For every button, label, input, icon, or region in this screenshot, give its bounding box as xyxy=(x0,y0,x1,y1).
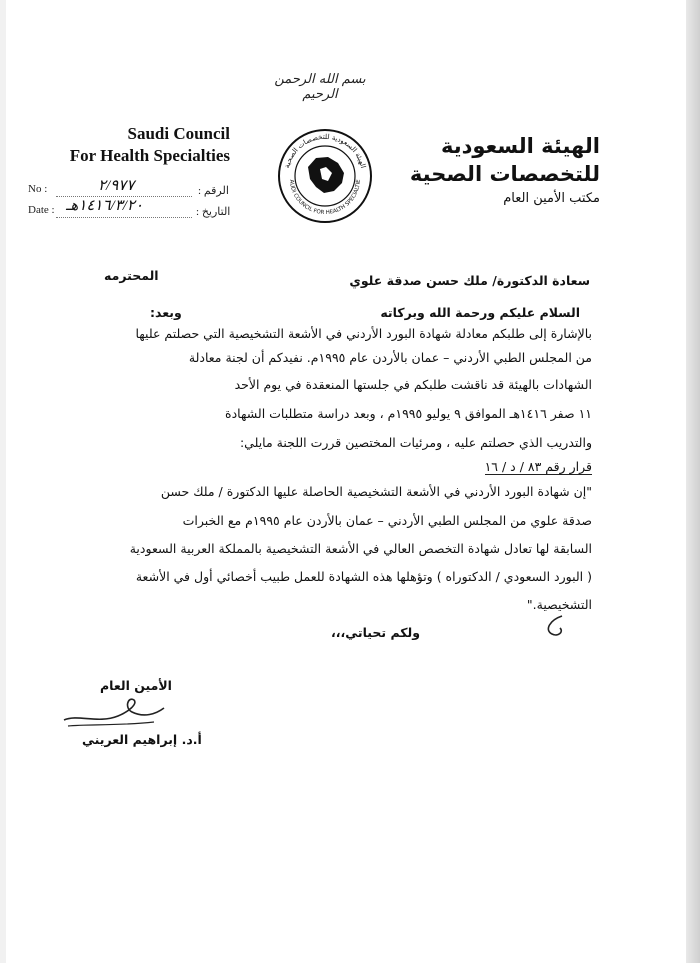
basmala: بسم الله الرحمن الرحيم xyxy=(274,72,366,102)
page-edge xyxy=(686,0,700,963)
svg-text:الهيئة السعودية للتخصصات الصحي: الهيئة السعودية للتخصصات الصحية xyxy=(282,132,368,169)
org-en-line2: For Health Specialties xyxy=(69,146,230,165)
svg-text:SAUDI COUNCIL FOR HEALTH SPECI: AUDI COUNCIL FOR HEALTH SPECIALTIE xyxy=(287,179,363,217)
closing: ولكم تحياتي،،، xyxy=(331,625,420,640)
body-line-1: بالإشارة إلى طلبكم معادلة شهادة البورد الأردني في الأشعة التشخيصية التي حصلتم عليها xyxy=(135,326,592,341)
council-seal-logo xyxy=(276,127,374,225)
ref-date-line xyxy=(56,217,192,218)
page-edge-left xyxy=(0,0,6,963)
body-line-2: من المجلس الطبي الأردني – عمان بالأردن عام ١٩٩٥م. نفيدكم أن لجنة معادلة xyxy=(188,350,592,365)
decision-line-1: "إن شهادة البورد الأردني في الأشعة التشخيصية الحاصلة عليها الدكتورة / ملك حسن xyxy=(160,484,592,499)
after-greeting: وبعد: xyxy=(150,305,182,320)
signer-title: الأمين العام xyxy=(100,678,172,693)
ref-no-label-ar: الرقم : xyxy=(198,185,229,197)
honorific: المحترمه xyxy=(104,268,159,283)
decision-line-4: ( البورد السعودي / الدكتوراه ) وتؤهلها هذه الشهادة للعمل طبيب أخصائي أول في الأشعة xyxy=(135,569,592,584)
ref-date-value: ١٤١٦/٣/٢٠هـ xyxy=(66,198,144,214)
addressee: سعادة الدكتورة/ ملك حسن صدقة علوي xyxy=(349,273,590,288)
handwritten-mark-icon xyxy=(540,612,570,640)
org-ar-line1: الهيئة السعودية xyxy=(440,134,600,158)
organization-name-ar xyxy=(390,132,600,210)
decision-line-5: التشخيصية." xyxy=(526,597,592,612)
body-line-4: ١١ صفر ١٤١٦هـ الموافق ٩ يوليو ١٩٩٥م ، وبعد دراسة متطلبات الشهادة xyxy=(225,406,592,421)
body-line-3: الشهادات بالهيئة قد ناقشت طلبكم في جلستها المنعقدة في يوم الأحد xyxy=(234,377,592,392)
ref-no-label-en: No : xyxy=(28,183,48,195)
decision-line-2: صدقة علوي من المجلس الطبي الأردني – عمان بالأردن عام ١٩٩٥م مع الخبرات xyxy=(182,513,592,528)
org-ar-line3: مكتب الأمين العام xyxy=(503,191,600,206)
decision-line-3: السابقة لها تعادل شهادة التخصص العالي في الأشعة التشخيصية بالمملكة العربية السعودية xyxy=(129,541,592,556)
ref-date-label-ar: التاريخ : xyxy=(196,206,231,218)
org-en-line1: Saudi Council xyxy=(127,124,230,143)
signer-name: أ.د. إبراهيم العريني xyxy=(82,732,202,747)
decision-number: قرار رقم ٨٣ / د / ١٦ xyxy=(484,459,592,474)
org-ar-line2: للتخصصات الصحية xyxy=(409,162,600,186)
ref-no-value: ٢/٩٧٧ xyxy=(98,178,135,194)
greeting: السلام عليكم ورحمة الله وبركاته xyxy=(380,305,580,320)
organization-name-en xyxy=(40,123,230,167)
ref-date-label-en: Date : xyxy=(28,204,55,216)
body-line-5: والتدريب الذي حصلتم عليه ، ومرئيات المختصين قررت اللجنة مايلي: xyxy=(239,435,592,450)
signature-icon xyxy=(58,694,168,734)
